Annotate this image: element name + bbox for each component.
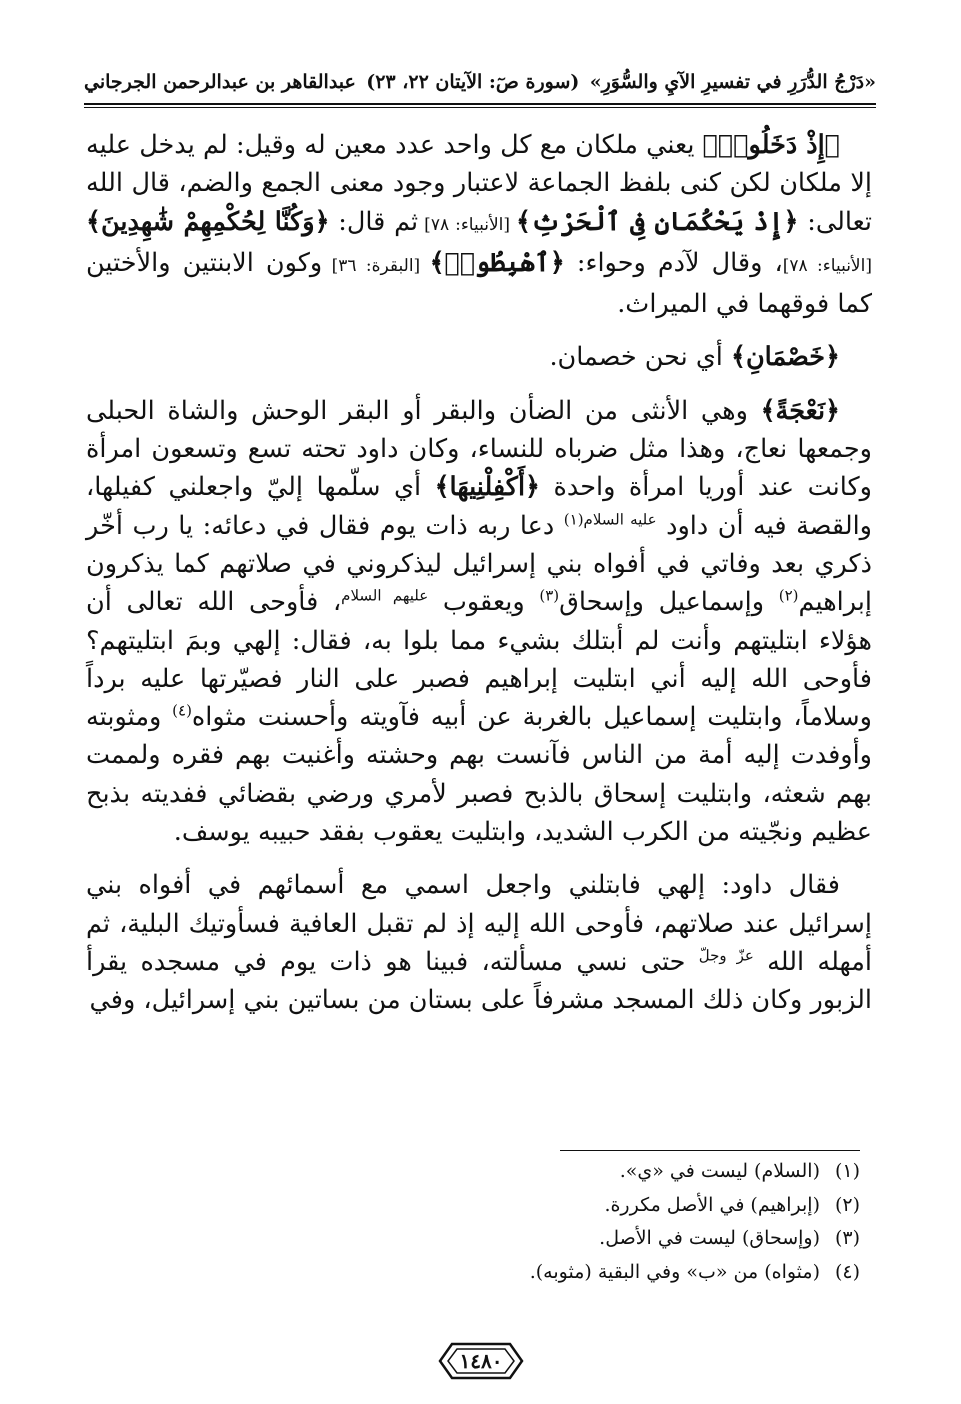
- text-run: ويعقوب: [428, 587, 540, 618]
- quran-quote: ﴿إِذْ يَحْكُمَانِ فِى ٱلْحَرْثِ﴾: [516, 206, 799, 237]
- quran-quote: ﴿وَكُنَّا لِحُكْمِهِمْ شَٰهِدِينَ﴾: [86, 206, 330, 237]
- paragraph-1: [86, 126, 872, 323]
- footnote: [200, 1256, 860, 1290]
- quran-quote: ﴿نَعْجَةً﴾: [760, 395, 840, 426]
- footnote: [200, 1189, 860, 1223]
- running-header: [84, 62, 876, 102]
- footnote-marker: (٢): [778, 586, 799, 605]
- header-surah-reference: (سورة صٓ: الآيتان ٢٢، ٢٣): [366, 71, 580, 93]
- text-run: فقال داود: إلهي فابتلني واجعل اسمي مع أسمائهم في أفواه بني إسرائيل عند صلاتهم، فأوحى الله إليه إذ لم تقبل العافية فسأوتيك البلية، ثم أمهله الله: [86, 870, 873, 977]
- footnote-text: (إبراهيم) في الأصل مكررة.: [604, 1193, 820, 1216]
- quran-quote: ﴿إِذْ دَخَلُوا۟﴾: [702, 130, 840, 160]
- header-author: عبدالقاهر بن عبدالرحمن الجرجاني: [84, 71, 356, 93]
- honorific-glyph: عليه السلام: [583, 510, 657, 529]
- footnote-text: (وإسحاق) ليست في الأصل.: [599, 1227, 820, 1249]
- quran-quote: ﴿ٱهْبِطُوا۟﴾: [429, 247, 565, 278]
- footnote-text: (السلام) ليست في «ي».: [619, 1160, 820, 1182]
- text-run: يعني ملكان مع كل واحد عدد معين له وقيل: لم يدخل عليه إلا ملكان لكن كنى بلفظ الجماعة لاعتبار وجود معنى الجمع والضم، قال الله تعالى:: [86, 130, 873, 237]
- paragraph-4: [86, 866, 872, 1019]
- page-number-badge: [438, 1342, 524, 1380]
- verse-reference: [البقرة: ٣٦]: [322, 255, 430, 276]
- text-run: أي نحن خصمان.: [549, 342, 731, 373]
- footnote-marker: (٤): [172, 701, 192, 720]
- footnote-marker: (٣): [539, 586, 560, 605]
- text-run: ، وقال لآدم وحواء:: [564, 247, 783, 278]
- verse-reference: [الأنبياء: ٧٨]: [418, 214, 517, 235]
- footnotes: [200, 1155, 860, 1289]
- text-run: أي سلّمها إليّ واجعلني كفيلها، والقصة فيه أن داود: [86, 472, 872, 541]
- header-rule: [84, 103, 876, 105]
- footnote-number: (٣): [834, 1227, 860, 1249]
- text-run: ومثوبته وأوفدت إليه أمة من الناس فآنست بهم وحشته وأغنيت بهم فقره ولممت بهم شعثه، وابتليت إسحاق بالذبح فصبر لأمري ورضي بقضائي ففديته بذبح عظيم ونجّيته من الكرب الشديد، وابتليت يعقوب بفقد حبيبه يوسف.: [86, 702, 872, 848]
- footnote-number: (٤): [834, 1260, 860, 1283]
- text-run: وإسماعيل وإسحاق: [559, 587, 779, 618]
- header-book-title: «دَرْجُ الدُّرَرِ في تفسيرِ الآيِ والسُّوَرِ»: [589, 71, 876, 93]
- footnote-number: (٢): [834, 1193, 860, 1216]
- footnote: [200, 1222, 860, 1256]
- text-run: ، فأوحى الله تعالى أن هؤلاء ابتليتهم وأنت لم أبتلك بشيء مما بلوا به، فقال: إلهي وبمَ ابتليتهم؟ فأوحى الله إليه أني ابتليت إبراهيم فصبر على النار فصيّرتها عليه برداً وسلاماً، وابتليت إسماعيل بالغربة عن أبيه فآويته وأحسنت مثواه: [86, 587, 872, 733]
- footnote-number: (١): [834, 1160, 860, 1182]
- verse-reference: [الأنبياء: ٧٨]: [782, 255, 872, 276]
- page-number: ١٤٨٠: [459, 1349, 503, 1373]
- text-run: وكون الابنتين والأختين كما فوقهما في الميراث.: [86, 247, 872, 320]
- text-run: وهي الأنثى من الضأن والبقر أو البقر الوحش والشاة الحبلى وجمعها نعاج، وهذا مثل ضرباه للنساء، وكان داود تحته تسع وتسعون امرأة وكانت عند أوريا امرأة واحدة: [86, 395, 872, 503]
- footnote-separator: [560, 1150, 860, 1151]
- text-run: دعا ربه ذات يوم فقال في دعائه: يا رب أخّر ذكري بعد وفاتي في أفواه بني إسرائيل ليذكروني في صلاتهم كما يذكرون إبراهيم: [86, 510, 872, 618]
- header-rule-thin: [84, 107, 876, 108]
- honorific-glyph: عزّ وجلّ: [698, 946, 754, 965]
- honorific-glyph: عليهم السلام: [341, 586, 429, 605]
- text-run: ثم قال:: [329, 206, 419, 237]
- footnote: [200, 1155, 860, 1189]
- quran-quote: ﴿خَصْمَانِ﴾: [731, 342, 840, 373]
- text-run: حتى نسي مسألته، فبينا هو ذات يوم في مسجده يقرأ الزبور وكان ذلك المسجد مشرفاً على بستان من بساتين بني إسرائيل، وفي: [86, 946, 872, 1016]
- paragraph-2: [86, 338, 872, 376]
- paragraph-3: [86, 392, 872, 852]
- footnote-marker: (١): [563, 510, 584, 529]
- quran-quote: ﴿أَكْفِلْنِيهَا﴾: [434, 472, 540, 503]
- footnote-text: (مثواه) من «ب» وفي البقية (مثوبه).: [529, 1260, 820, 1283]
- main-text: [86, 126, 872, 1020]
